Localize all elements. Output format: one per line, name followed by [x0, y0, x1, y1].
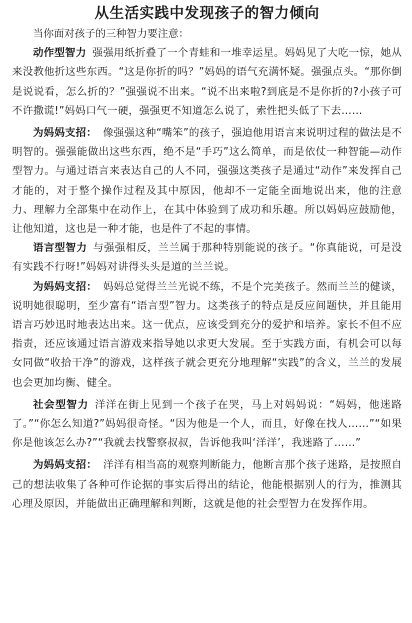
section-text: 洋洋在街上见到一个孩子在哭，马上对妈妈说：“妈妈，他迷路了。”“你怎么知道?”妈妈很奇怪。“因为他是一个人，而且，好像在找人……”“如果你是他该怎么办?”“我就去找警察叔叔，告诉他我叫‘洋洋’，我迷路了……” [12, 398, 402, 450]
section-text: 妈妈总觉得兰兰光说不练，不是个完美孩子。然而兰兰的健谈，说明她很聪明，至少富有“语言型”智力。这类孩子的特点是反应间题快，并且能用语言巧妙迅时地表达出来。这一优点，应该受到充分的爱护和培养。家长不但不应指责，还应该通过语言游戏来指导她以求更大发展。至于实践方面，有机会可以每女同做“收拾干净”的游戏，这样孩子就会更充分地理解“实践”的含义，兰兰的发展也会更加均衡、健全。 [12, 280, 403, 389]
section-text: 洋洋有相当高的观察判断能力，他断言那个孩子迷路，是按照自己的想法收集了各种可作论据的事实后得出的结论，他能根据别人的行为，推测其心理及原因，并能做出正确理解和判断，这就是他的社会型智力在发挥作用。 [12, 459, 403, 510]
section-verbal-intelligence [12, 239, 402, 277]
section-label: 语言型智力 [33, 242, 88, 255]
section-text: 强强用纸折叠了一个青蛙和一堆幸运星。妈妈见了大吃一惊，她从来没教他折这些东西。“这是你折的吗？”妈妈的语气充满怀疑。强强点头。“那你倒是说说看，怎么折的？”强强说不出来。“说不出来啦?到底是不是你折的?小孩子可不许撒谎!”妈妈口气一硬，强强更不知道怎么说了，索性把头低了下去…… [12, 47, 402, 117]
section-social-intelligence [12, 396, 402, 454]
section-motor-intelligence [12, 44, 402, 121]
section-tips-verbal [12, 278, 402, 393]
intro-text: 当你面对孩子的三种智力要注意： [33, 28, 189, 40]
section-text: 像强强这种“嘴笨”的孩子，强迫他用语言来说明过程的做法是不明智的。强强能做出这些东西，绝不是“手巧”这么简单，而是依仗一种智能—动作型智力。与通过语言来表达自己的人不同，强强这类孩子是通过“动作”来发挥自己才能的，对于整个操作过程及其中原因，他却不一定能全面地说出来，他的注意力、理解力全部集中在动作上，在其中体验到了成功和乐趣。所以妈妈应鼓励他，让他知道，这也是一种才能，也是件了不起的事情。 [12, 127, 403, 236]
section-tips-social [12, 456, 402, 514]
page-title: 从生活实践中发现孩子的智力倾向 [94, 6, 320, 22]
section-label: 社会型智力 [33, 398, 89, 411]
section-tips-motor [12, 124, 402, 239]
section-label: 为妈妈支招： [33, 127, 97, 140]
section-label: 为妈妈支招： [33, 280, 98, 293]
section-label: 动作型智力 [33, 47, 87, 60]
section-text: 与强强相反，兰兰属于那种特别能说的孩子。“你真能说，可是没有实践不行呀!”妈妈对讲得头头是道的兰兰说。 [12, 242, 403, 274]
section-label: 为妈妈支招： [33, 459, 98, 472]
